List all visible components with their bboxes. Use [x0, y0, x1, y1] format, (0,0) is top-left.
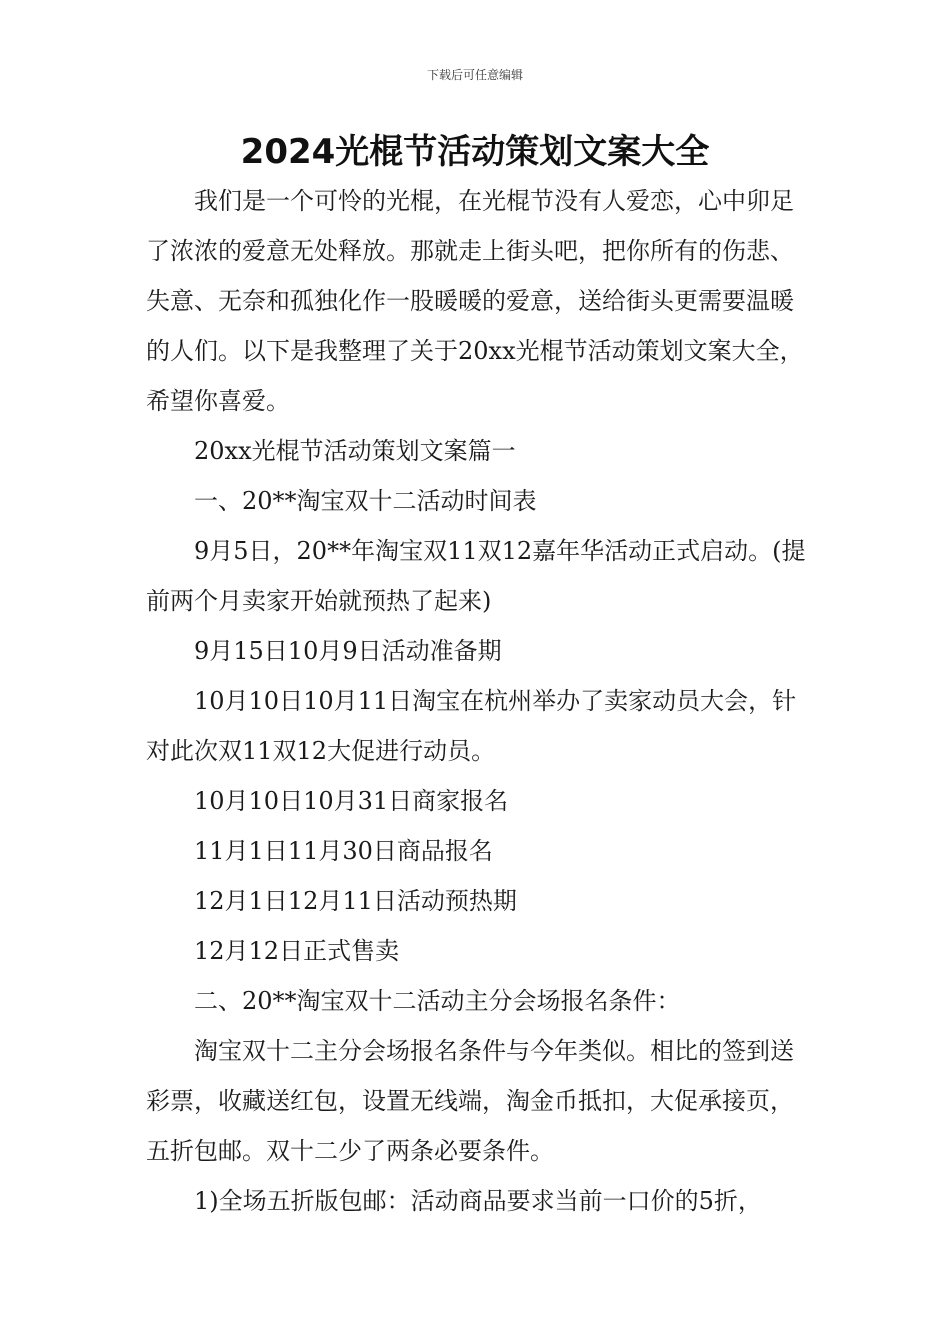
- document-body: [146, 176, 806, 1226]
- paragraph-heading-schedule: 一、20**淘宝双十二活动时间表: [194, 487, 537, 515]
- paragraph-schedule-start: 9月5日，20**年淘宝双11双12嘉年华活动正式启动。(提前两个月卖家开始就预热了起来): [146, 537, 806, 615]
- paragraph-schedule-meeting: 10月10日10月11日淘宝在杭州举办了卖家动员大会，针对此次双11双12大促进行动员。: [146, 687, 797, 765]
- paragraph-schedule-prep: 9月15日10月9日活动准备期: [194, 637, 502, 665]
- header-note: 下载后可任意编辑: [426, 68, 523, 82]
- paragraph-intro: 我们是一个可怜的光棍，在光棍节没有人爱恋，心中卯足了浓浓的爱意无处释放。那就走上街头吧，把你所有的伤悲、失意、无奈和孤独化作一股暖暖的爱意，送给街头更需要温暖的人们。以下是我整理了关于20xx光棍节活动策划文案大全，希望你喜爱。: [146, 187, 804, 415]
- paragraph-schedule-merchant-signup: 10月10日10月31日商家报名: [194, 787, 509, 815]
- paragraph-schedule-sale: 12月12日正式售卖: [194, 937, 400, 965]
- paragraph-heading-conditions: 二、20**淘宝双十二活动主分会场报名条件：: [194, 987, 681, 1015]
- paragraph-section-heading: 20xx光棍节活动策划文案篇一: [194, 437, 516, 465]
- paragraph-conditions: 淘宝双十二主分会场报名条件与今年类似。相比的签到送彩票，收藏送红包，设置无线端，淘金币抵扣，大促承接页，五折包邮。双十二少了两条必要条件。: [146, 1037, 794, 1165]
- paragraph-condition-1: 1)全场五折版包邮：活动商品要求当前一口价的5折，: [194, 1187, 762, 1215]
- document-title: 2024光棍节活动策划文案大全: [240, 132, 710, 172]
- paragraph-schedule-product-signup: 11月1日11月30日商品报名: [194, 837, 493, 865]
- paragraph-schedule-warmup: 12月1日12月11日活动预热期: [194, 887, 517, 915]
